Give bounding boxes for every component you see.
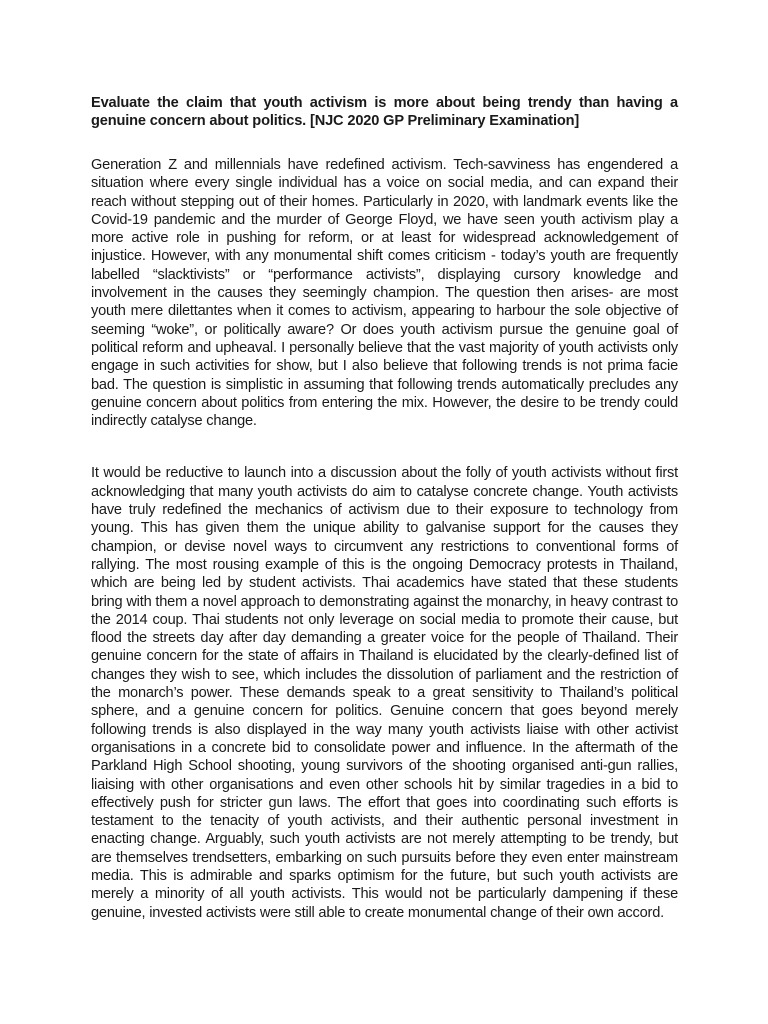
paragraph-body-1: It would be reductive to launch into a discussion about the folly of youth activists without first acknowledging that many youth activists do aim to catalyse concrete change. Youth activists have truly redefined the mechanics of activism due to their exposure to technology from young. This has given them the unique ability to galvanise support for the causes they champion, or devise novel ways to circumvent any restrictions to conventional forms of rallying. The most rousing example of this is the ongoing Democracy protests in Thailand, which are being led by student activists. Thai academics have stated that these students bring with them a novel approach to demonstrating against the monarchy, in heavy contrast to the 2014 coup. Thai students not only leverage on social media to promote their cause, but flood the streets day after day demanding a greater voice for the people of Thailand. Their genuine concern for the state of affairs in Thailand is elucidated by the clearly-defined list of changes they wish to see, which includes the dissolution of parliament and the restriction of the monarch’s power. These demands speak to a great sensitivity to Thailand’s political sphere, and a genuine concern for politics. Genuine concern that goes beyond merely following trends is also displayed in the way many youth activists liaise with other activist organisations in a concrete bid to consolidate power and influence. In the aftermath of the Parkland High School shooting, young survivors of the shooting organised anti-gun rallies, liaising with other organisations and even other schools hit by similar tragedies in a bid to effectively push for stricter gun laws. The effort that goes into coordinating such efforts is testament to the tenacity of youth activists, and their authentic personal investment in enacting change. Arguably, such youth activists are not merely attempting to be trendy, but are themselves trendsetters, embarking on such pursuits before they even enter mainstream media. This is admirable and sparks optimism for the future, but such youth activists are merely a minority of all youth activists. This would not be particularly dampening if these genuine, invested activists were still able to create monumental change of their own accord. [91,465,678,921]
paragraph-introduction: Generation Z and millennials have redefined activism. Tech-savviness has engendered a situation where every single individual has a voice on social media, and can expand their reach without stepping out of their homes. Particularly in 2020, with landmark events like the Covid-19 pandemic and the murder of George Floyd, we have seen youth activism play a more active role in pushing for reform, or at least for widespread acknowledgement of injustice. However, with any monumental shift comes criticism - today’s youth are frequently labelled “slacktivists” or “performance activists”, displaying cursory knowledge and involvement in the causes they seemingly champion. The question then arises- are most youth mere dilettantes when it comes to activism, appearing to harbour the sole objective of seeming “woke”, or politically aware? Or does youth activism pursue the genuine goal of political reform and upheaval. I personally believe that the vast majority of youth activists only engage in such activities for show, but I also believe that following trends is not prima facie bad. The question is simplistic in assuming that following trends automatically precludes any genuine concern about politics from entering the mix. However, the desire to be trendy could indirectly catalyse change. [91,157,678,430]
document-body [91,94,678,922]
essay-question-title: Evaluate the claim that youth activism is more about being trendy than having a genuine concern about politics. [NJC 2020 GP Preliminary Examination] [91,95,678,129]
